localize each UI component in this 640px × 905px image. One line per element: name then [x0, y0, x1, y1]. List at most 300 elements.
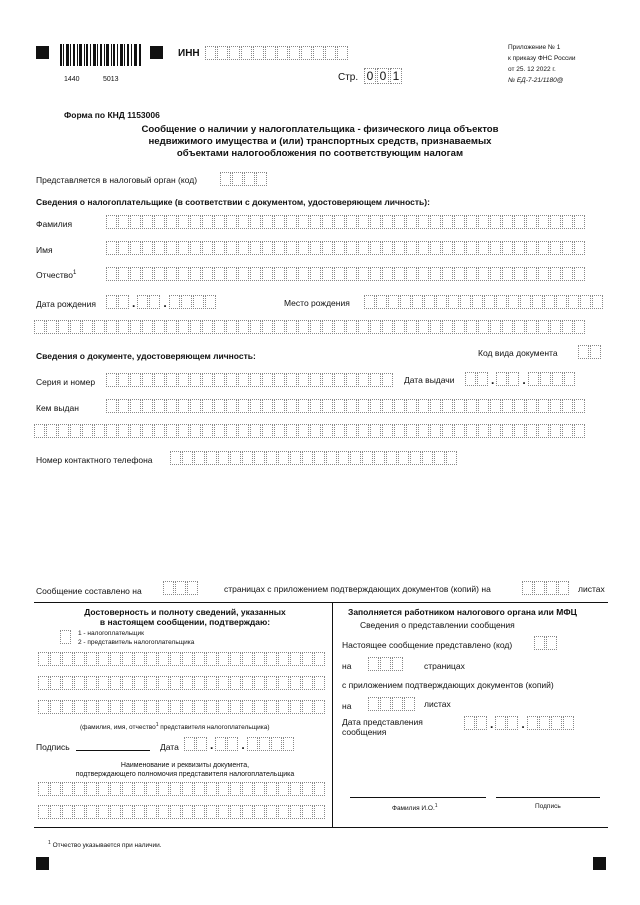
input-cell[interactable] [495, 716, 506, 730]
input-cell[interactable] [218, 782, 229, 796]
input-cell[interactable] [242, 676, 253, 690]
officer-name-line[interactable] [350, 797, 486, 798]
input-cell[interactable] [526, 320, 537, 334]
input-cell[interactable] [592, 295, 603, 309]
input-cell[interactable] [46, 424, 57, 438]
input-cell[interactable] [502, 215, 513, 229]
input-cell[interactable] [241, 46, 252, 60]
input-cell[interactable] [334, 373, 345, 387]
input-cell[interactable] [106, 424, 117, 438]
input-cell[interactable] [58, 320, 69, 334]
input-cell[interactable] [472, 295, 483, 309]
input-cell[interactable] [130, 241, 141, 255]
input-cell[interactable] [442, 424, 453, 438]
input-cell[interactable] [508, 372, 519, 386]
input-cell[interactable] [278, 700, 289, 714]
input-cell[interactable] [490, 399, 501, 413]
input-cell[interactable] [274, 320, 285, 334]
presented-code-field[interactable] [534, 636, 558, 650]
input-cell[interactable] [550, 241, 561, 255]
input-cell[interactable] [410, 451, 421, 465]
input-cell[interactable] [158, 700, 169, 714]
signature-line[interactable] [76, 750, 150, 751]
input-cell[interactable] [178, 399, 189, 413]
input-cell[interactable] [190, 267, 201, 281]
input-cell[interactable] [322, 320, 333, 334]
input-cell[interactable] [424, 295, 435, 309]
input-cell[interactable] [278, 805, 289, 819]
input-cell[interactable] [94, 424, 105, 438]
input-cell[interactable] [386, 451, 397, 465]
input-cell[interactable] [310, 320, 321, 334]
input-cell[interactable] [314, 782, 325, 796]
input-cell[interactable] [337, 46, 348, 60]
input-cell[interactable] [46, 320, 57, 334]
on-sheets-field[interactable] [368, 697, 416, 711]
input-cell[interactable] [50, 782, 61, 796]
input-cell[interactable] [220, 172, 231, 186]
input-cell[interactable] [406, 241, 417, 255]
input-cell[interactable] [98, 700, 109, 714]
input-cell[interactable] [562, 241, 573, 255]
input-cell[interactable] [370, 373, 381, 387]
input-cell[interactable] [538, 215, 549, 229]
input-cell[interactable] [170, 805, 181, 819]
input-cell[interactable] [118, 267, 129, 281]
input-cell[interactable] [430, 424, 441, 438]
input-cell[interactable] [74, 700, 85, 714]
input-cell[interactable] [298, 399, 309, 413]
input-cell[interactable] [550, 320, 561, 334]
input-cell[interactable] [196, 737, 207, 751]
input-cell[interactable] [442, 320, 453, 334]
input-cell[interactable] [298, 424, 309, 438]
presentation-date-field[interactable] [464, 716, 575, 730]
issue-date-field[interactable] [465, 372, 576, 386]
input-cell[interactable] [574, 320, 585, 334]
input-cell[interactable] [154, 399, 165, 413]
input-cell[interactable] [430, 399, 441, 413]
input-cell[interactable] [230, 451, 241, 465]
input-cell[interactable] [454, 320, 465, 334]
input-cell[interactable] [106, 215, 117, 229]
input-cell[interactable] [118, 399, 129, 413]
input-cell[interactable] [454, 267, 465, 281]
input-cell[interactable] [134, 676, 145, 690]
input-cell[interactable] [266, 782, 277, 796]
input-cell[interactable] [322, 424, 333, 438]
input-cell[interactable] [404, 697, 415, 711]
input-cell[interactable] [142, 373, 153, 387]
input-cell[interactable] [382, 320, 393, 334]
issued-by-field-row-1[interactable] [106, 399, 586, 413]
input-cell[interactable] [134, 782, 145, 796]
left-date-field[interactable] [184, 737, 295, 751]
authority-doc-row-2[interactable] [38, 805, 326, 819]
input-cell[interactable] [514, 399, 525, 413]
input-cell[interactable] [394, 267, 405, 281]
input-cell[interactable] [86, 676, 97, 690]
input-cell[interactable] [442, 399, 453, 413]
input-cell[interactable] [259, 737, 270, 751]
input-cell[interactable] [154, 267, 165, 281]
input-cell[interactable] [558, 581, 569, 595]
input-cell[interactable] [74, 805, 85, 819]
input-cell[interactable] [442, 215, 453, 229]
input-cell[interactable] [382, 373, 393, 387]
input-cell[interactable] [478, 267, 489, 281]
input-cell[interactable] [580, 295, 591, 309]
input-cell[interactable] [298, 241, 309, 255]
input-cell[interactable] [214, 241, 225, 255]
input-cell[interactable] [98, 782, 109, 796]
input-cell[interactable] [194, 676, 205, 690]
input-cell[interactable] [564, 372, 575, 386]
input-cell[interactable] [314, 700, 325, 714]
input-cell[interactable] [514, 215, 525, 229]
input-cell[interactable] [362, 451, 373, 465]
input-cell[interactable] [230, 676, 241, 690]
input-cell[interactable] [215, 737, 226, 751]
input-cell[interactable] [538, 267, 549, 281]
input-cell[interactable] [262, 320, 273, 334]
input-cell[interactable] [392, 697, 403, 711]
input-cell[interactable] [226, 320, 237, 334]
input-cell[interactable] [466, 241, 477, 255]
input-cell[interactable] [250, 320, 261, 334]
input-cell[interactable] [322, 215, 333, 229]
input-cell[interactable] [286, 424, 297, 438]
birth-date-field[interactable] [106, 295, 217, 309]
input-cell[interactable] [376, 295, 387, 309]
input-cell[interactable] [460, 295, 471, 309]
input-cell[interactable] [446, 451, 457, 465]
input-cell[interactable] [34, 320, 45, 334]
input-cell[interactable] [430, 320, 441, 334]
input-cell[interactable] [406, 399, 417, 413]
issued-by-field-row-2[interactable] [34, 424, 586, 438]
input-cell[interactable] [358, 215, 369, 229]
input-cell[interactable] [158, 782, 169, 796]
input-cell[interactable] [346, 241, 357, 255]
input-cell[interactable] [274, 241, 285, 255]
input-cell[interactable] [550, 424, 561, 438]
input-cell[interactable] [302, 782, 313, 796]
input-cell[interactable] [154, 424, 165, 438]
input-cell[interactable] [98, 676, 109, 690]
input-cell[interactable] [134, 652, 145, 666]
input-cell[interactable] [238, 215, 249, 229]
input-cell[interactable] [346, 399, 357, 413]
surname-field[interactable] [106, 215, 586, 229]
input-cell[interactable] [166, 373, 177, 387]
input-cell[interactable] [194, 652, 205, 666]
input-cell[interactable] [418, 267, 429, 281]
input-cell[interactable] [226, 215, 237, 229]
input-cell[interactable] [166, 424, 177, 438]
input-cell[interactable] [202, 424, 213, 438]
input-cell[interactable] [398, 451, 409, 465]
input-cell[interactable] [218, 700, 229, 714]
input-cell[interactable] [290, 652, 301, 666]
input-cell[interactable] [254, 676, 265, 690]
input-cell[interactable] [490, 241, 501, 255]
input-cell[interactable] [546, 636, 557, 650]
input-cell[interactable] [194, 805, 205, 819]
input-cell[interactable] [178, 373, 189, 387]
input-cell[interactable] [60, 630, 71, 644]
input-cell[interactable] [106, 295, 117, 309]
input-cell[interactable] [262, 424, 273, 438]
input-cell[interactable] [190, 373, 201, 387]
input-cell[interactable] [442, 241, 453, 255]
input-cell[interactable] [454, 399, 465, 413]
input-cell[interactable] [214, 424, 225, 438]
input-cell[interactable] [62, 700, 73, 714]
input-cell[interactable] [205, 46, 216, 60]
input-cell[interactable] [538, 424, 549, 438]
input-cell[interactable] [238, 424, 249, 438]
input-cell[interactable] [454, 424, 465, 438]
input-cell[interactable] [106, 267, 117, 281]
patronymic-field[interactable] [106, 267, 586, 281]
input-cell[interactable] [130, 399, 141, 413]
input-cell[interactable] [382, 424, 393, 438]
input-cell[interactable] [106, 373, 117, 387]
input-cell[interactable] [538, 399, 549, 413]
input-cell[interactable] [380, 697, 391, 711]
input-cell[interactable] [286, 320, 297, 334]
input-cell[interactable] [238, 320, 249, 334]
input-cell[interactable] [290, 782, 301, 796]
input-cell[interactable] [50, 652, 61, 666]
input-cell[interactable] [110, 700, 121, 714]
input-cell[interactable] [406, 424, 417, 438]
input-cell[interactable] [286, 373, 297, 387]
input-cell[interactable] [313, 46, 324, 60]
input-cell[interactable] [226, 241, 237, 255]
input-cell[interactable] [250, 241, 261, 255]
input-cell[interactable] [514, 267, 525, 281]
input-cell[interactable] [562, 215, 573, 229]
input-cell[interactable] [522, 581, 533, 595]
input-cell[interactable] [118, 215, 129, 229]
input-cell[interactable] [370, 267, 381, 281]
input-cell[interactable] [290, 451, 301, 465]
input-cell[interactable] [476, 716, 487, 730]
page-number-field[interactable] [364, 68, 403, 84]
input-cell[interactable] [406, 267, 417, 281]
input-cell[interactable] [62, 805, 73, 819]
input-cell[interactable] [302, 700, 313, 714]
input-cell[interactable] [146, 805, 157, 819]
input-cell[interactable] [38, 700, 49, 714]
input-cell[interactable] [202, 241, 213, 255]
input-cell[interactable] [574, 399, 585, 413]
input-cell[interactable] [478, 215, 489, 229]
input-cell[interactable] [484, 295, 495, 309]
input-cell[interactable] [538, 320, 549, 334]
input-cell[interactable] [170, 700, 181, 714]
input-cell[interactable] [422, 451, 433, 465]
input-cell[interactable] [193, 295, 204, 309]
input-cell[interactable] [142, 241, 153, 255]
input-cell[interactable] [82, 424, 93, 438]
input-cell[interactable] [146, 676, 157, 690]
input-cell[interactable] [182, 782, 193, 796]
input-cell[interactable] [346, 373, 357, 387]
input-cell[interactable] [368, 657, 379, 671]
input-cell[interactable] [158, 676, 169, 690]
input-cell[interactable] [158, 805, 169, 819]
representative-fio-row-3[interactable] [38, 700, 326, 714]
input-cell[interactable] [466, 424, 477, 438]
input-cell[interactable] [346, 267, 357, 281]
input-cell[interactable] [502, 267, 513, 281]
name-field[interactable] [106, 241, 586, 255]
input-cell[interactable] [154, 215, 165, 229]
inn-field[interactable] [205, 46, 349, 60]
input-cell[interactable] [250, 424, 261, 438]
input-cell[interactable] [310, 241, 321, 255]
input-cell[interactable] [534, 636, 545, 650]
input-cell[interactable] [254, 700, 265, 714]
input-cell[interactable] [574, 215, 585, 229]
input-cell[interactable] [142, 424, 153, 438]
input-cell[interactable] [382, 399, 393, 413]
input-cell[interactable] [202, 399, 213, 413]
input-cell[interactable] [562, 399, 573, 413]
input-cell[interactable] [122, 700, 133, 714]
input-cell[interactable] [478, 320, 489, 334]
input-cell[interactable] [142, 215, 153, 229]
input-cell[interactable] [370, 215, 381, 229]
input-cell[interactable] [218, 676, 229, 690]
input-cell[interactable] [238, 267, 249, 281]
input-cell[interactable] [247, 737, 258, 751]
input-cell[interactable] [526, 241, 537, 255]
input-cell[interactable] [465, 372, 476, 386]
input-cell[interactable] [182, 700, 193, 714]
input-cell[interactable] [146, 652, 157, 666]
input-cell[interactable] [110, 676, 121, 690]
input-cell[interactable] [130, 267, 141, 281]
input-cell[interactable] [502, 320, 513, 334]
input-cell[interactable] [262, 241, 273, 255]
input-cell[interactable] [226, 267, 237, 281]
input-cell[interactable] [190, 215, 201, 229]
series-field[interactable] [106, 373, 394, 387]
input-cell[interactable] [182, 805, 193, 819]
input-cell[interactable] [274, 399, 285, 413]
input-cell[interactable] [158, 652, 169, 666]
input-cell[interactable] [286, 267, 297, 281]
input-cell[interactable] [358, 424, 369, 438]
input-cell[interactable] [502, 241, 513, 255]
input-cell[interactable] [202, 373, 213, 387]
input-cell[interactable] [94, 320, 105, 334]
officer-sign-line[interactable] [496, 797, 600, 798]
input-cell[interactable] [325, 46, 336, 60]
input-cell[interactable] [142, 267, 153, 281]
input-cell[interactable] [490, 215, 501, 229]
input-cell[interactable] [418, 320, 429, 334]
input-cell[interactable] [190, 320, 201, 334]
input-cell[interactable] [310, 424, 321, 438]
input-cell[interactable] [382, 215, 393, 229]
input-cell[interactable] [496, 372, 507, 386]
input-cell[interactable] [218, 805, 229, 819]
input-cell[interactable] [194, 782, 205, 796]
representative-fio-row-2[interactable] [38, 676, 326, 690]
input-cell[interactable] [514, 424, 525, 438]
input-cell[interactable] [178, 215, 189, 229]
input-cell[interactable] [38, 805, 49, 819]
input-cell[interactable] [122, 652, 133, 666]
input-cell[interactable] [358, 399, 369, 413]
input-cell[interactable] [232, 172, 243, 186]
input-cell[interactable] [62, 652, 73, 666]
input-cell[interactable] [110, 782, 121, 796]
input-cell[interactable] [74, 652, 85, 666]
input-cell[interactable] [286, 399, 297, 413]
input-cell[interactable] [539, 716, 550, 730]
input-cell[interactable] [358, 320, 369, 334]
input-cell[interactable] [302, 652, 313, 666]
input-cell[interactable] [226, 424, 237, 438]
input-cell[interactable] [562, 267, 573, 281]
input-cell[interactable] [334, 399, 345, 413]
input-cell[interactable] [448, 295, 459, 309]
input-cell[interactable] [146, 700, 157, 714]
input-cell[interactable] [262, 215, 273, 229]
input-cell[interactable] [544, 295, 555, 309]
input-cell[interactable] [466, 399, 477, 413]
input-cell[interactable] [130, 215, 141, 229]
input-cell[interactable] [254, 805, 265, 819]
input-cell[interactable] [574, 241, 585, 255]
input-cell[interactable] [214, 399, 225, 413]
input-cell[interactable] [302, 805, 313, 819]
input-cell[interactable] [502, 424, 513, 438]
input-cell[interactable] [217, 46, 228, 60]
input-cell[interactable] [283, 737, 294, 751]
input-cell[interactable] [322, 241, 333, 255]
input-cell[interactable] [370, 241, 381, 255]
input-cell[interactable] [214, 215, 225, 229]
input-cell[interactable] [190, 241, 201, 255]
input-cell[interactable] [418, 241, 429, 255]
input-cell[interactable] [106, 320, 117, 334]
input-cell[interactable] [556, 295, 567, 309]
input-cell[interactable] [350, 451, 361, 465]
input-cell[interactable] [490, 320, 501, 334]
doc-code-field[interactable] [578, 345, 602, 359]
input-cell[interactable] [368, 697, 379, 711]
input-cell[interactable] [322, 373, 333, 387]
input-cell[interactable] [562, 424, 573, 438]
input-cell[interactable] [110, 652, 121, 666]
input-cell[interactable] [170, 782, 181, 796]
input-cell[interactable] [250, 373, 261, 387]
input-cell[interactable] [286, 241, 297, 255]
input-cell[interactable] [310, 373, 321, 387]
input-cell[interactable] [118, 320, 129, 334]
input-cell[interactable] [244, 172, 255, 186]
tax-org-code-field[interactable] [220, 172, 268, 186]
input-cell[interactable] [358, 241, 369, 255]
input-cell[interactable] [412, 295, 423, 309]
